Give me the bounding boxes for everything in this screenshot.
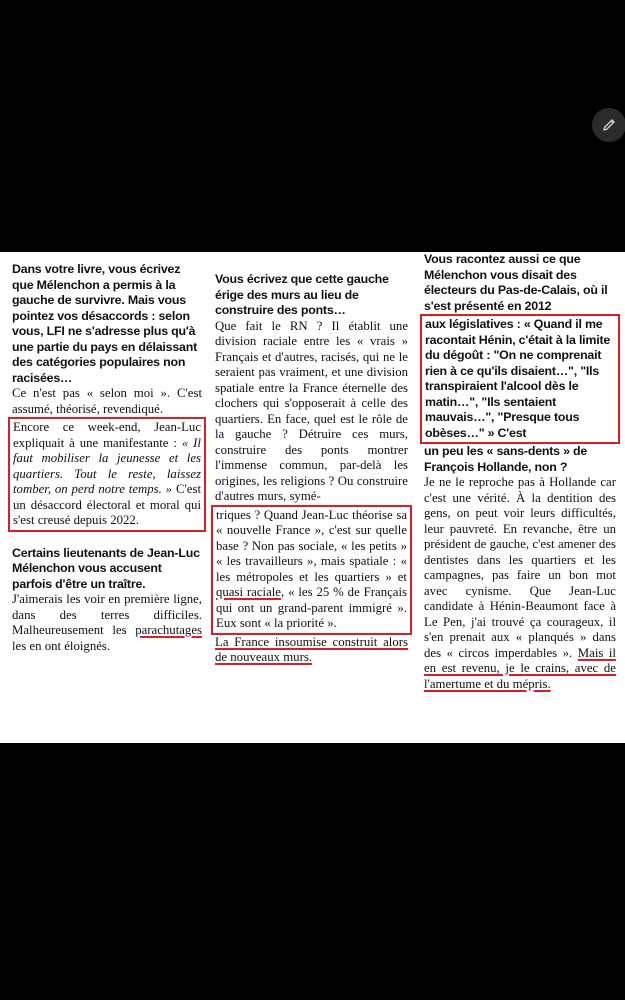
highlight-box [8,417,206,532]
question: Vous écrivez que cette gauche érige des murs au lieu de construire des ponts… [215,272,389,317]
answer-text: Que fait le RN ? Il établit une division raciale entre les « vrais » Français et d'autres, racisés, qui ne le seraient pas vraiment, et une division spatiale entre la France éternelle des clochers qui s'opposerait à celle des quartiers. En face, quel est le rôle de la gauche ? Détruire ces murs, construire des ponts montrer l'immense commun, par-delà les origines, les religions ? Ou construire d'autres murs, symé- [215,318,408,503]
pencil-icon [601,117,617,133]
question: Vous racontez aussi ce que Mélenchon vous disait des électeurs du Pas-de-Calais, où il s'est présenté en 2012 [424,252,608,313]
underlined-text: parachutages [135,623,202,637]
column-2 [215,262,408,666]
answer [12,386,202,417]
answer-text: C'est un désaccord électoral et moral qui s'est creusé depuis 2022. [13,482,201,527]
underlined-text: quasi raciale [216,585,281,599]
answer-text: Ce n'est pas « selon moi ». C'est assumé, théorisé, revendiqué. [12,386,202,416]
column-1 [12,262,202,654]
highlight-box: triques ? Quand Jean-Luc théorise sa « nouvelle France », c'est sur quelle base ? Non pas sociale, « les petits » « les travailleurs », mais spatiale : « les métropoles et les quartiers » et quasi raciale, « les 25 % de Français qui ont un grand-parent immigré ». Eux sont « la priorité ». [211,505,412,635]
quote-text: « Il faut mobiliser la jeunesse et les quartiers. Tout le reste, laissez tomber, on perd notre temps. » [13,435,201,496]
answer-text: Encore ce week-end, Jean-Luc expliquait à une manifestante : [13,420,201,450]
question-quote: aux législatives : « Quand il me racontait Hénin, c'était à la limite du dégoût : "On ne comprenait rien à ce qu'ils disaient…", "Ils transpiraient l'alcool dès le matin…", "Ils sentaient mauvais…", "Presque tous obèses…" » C'est [425,317,611,440]
edit-button[interactable] [592,108,625,142]
article-page [0,252,625,743]
question: un peu les « sans-dents » de François Hollande, non ? [424,444,588,474]
underlined-text: La France insoumise construit alors de nouveaux murs. [215,634,408,664]
answer: J'aimerais les voir en première ligne, dans des terres difficiles. Malheureusement les parachutages les en ont éloignés. [12,592,202,653]
answer: Je ne le reproche pas à Hollande car c'est une vérité. À la dentition des gens, on peut voir leurs difficultés, leur pauvreté. En revanche, être un président de gauche, c'est amener des dentistes dans les quartiers et les campagnes, pas faire un bon mot avec cynisme. Que Jean-Luc candidate à Hénin-Beaumont face à Le Pen, j'ai trouvé ça courageux, il s'en prenait aux « planqués » dans des « circos imperdables ». Mais il en est revenu, je le crains, avec de l'amertume et du mépris. [424,475,616,691]
question: Dans votre livre, vous écrivez que Mélenchon a permis à la gauche de survivre. Mais vous pointez vos désaccords : selon vous, LFI ne s'adresse plus qu'à une partie du pays en délaissant des catégories populaires non racisées… [12,262,198,385]
underlined-text: Mais il en est revenu, je le crains, avec de l'amertume et du mépris. [424,645,616,691]
column-3 [424,252,616,692]
question: Certains lieutenants de Jean-Luc Mélenchon vous accusent parfois d'être un traître. [12,545,200,591]
highlight-box [420,314,620,444]
